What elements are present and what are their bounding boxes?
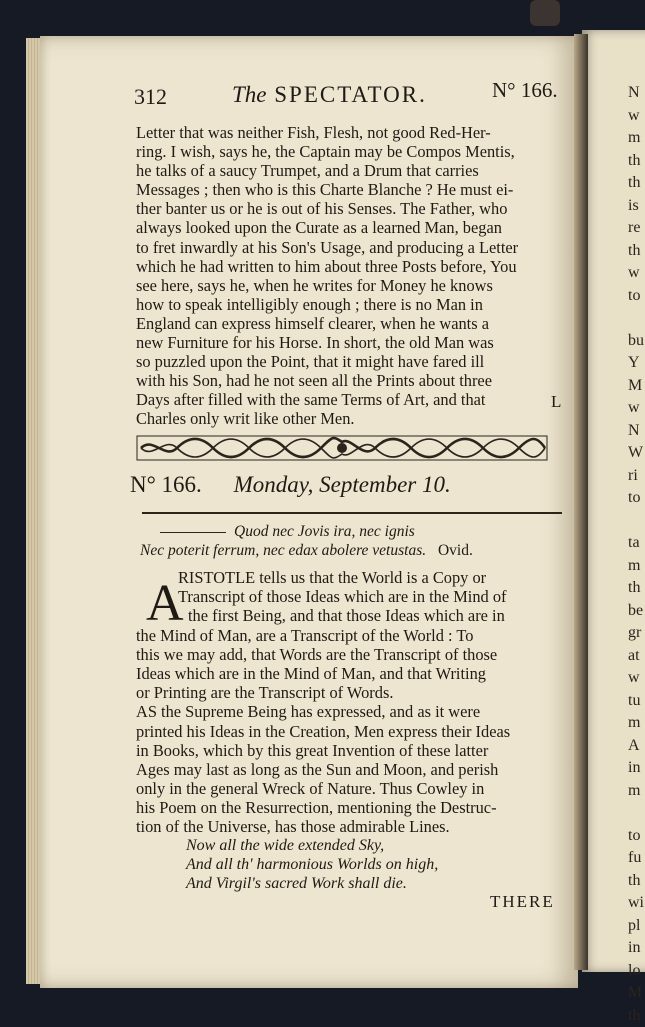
facing-line-start xyxy=(628,307,645,330)
facing-line-start: th xyxy=(628,577,645,600)
text-line: which he had written to him about three Posts before, You xyxy=(136,257,572,276)
text-line: his Poem on the Resurrection, mentioning the Destruc- xyxy=(136,798,572,817)
text-line: to fret inwardly at his Son's Usage, and producing a Letter xyxy=(136,238,572,257)
signature-letter: L xyxy=(551,392,561,412)
issue-reference: N° 166. xyxy=(492,78,558,103)
text-line: the Mind of Man, are a Transcript of the World : To xyxy=(136,626,572,645)
previous-letter-text xyxy=(136,123,572,429)
facing-line-start: in xyxy=(628,757,645,780)
text-line: Transcript of those Ideas which are in the Mind of xyxy=(136,587,572,606)
essay-text xyxy=(136,568,572,837)
motto-dash xyxy=(160,532,226,533)
facing-line-start: to xyxy=(628,487,645,510)
facing-page-text xyxy=(628,82,645,1027)
book-clasp xyxy=(530,0,560,26)
text-line: how to speak intelligibly enough ; there is no Man in xyxy=(136,295,572,314)
facing-line-start: N xyxy=(628,420,645,443)
facing-line-start: to xyxy=(628,285,645,308)
facing-line-start xyxy=(628,802,645,825)
verse-line: And Virgil's sacred Work shall die. xyxy=(186,874,546,893)
issue-number: N° 166. xyxy=(130,472,202,497)
facing-line-start: th xyxy=(628,240,645,263)
title-word: SPECTATOR. xyxy=(274,82,427,107)
text-line: England can express himself clearer, when he wants a xyxy=(136,314,572,333)
facing-line-start: w xyxy=(628,262,645,285)
catchword: THERE xyxy=(490,892,555,912)
facing-line-start: N xyxy=(628,82,645,105)
facing-line-start xyxy=(628,510,645,533)
quoted-verse xyxy=(186,836,546,893)
text-line: ther banter us or he is out of his Senses. The Father, who xyxy=(136,199,572,218)
text-line: or Printing are the Transcript of Words. xyxy=(136,683,572,702)
facing-line-start: tu xyxy=(628,690,645,713)
text-line: Letter that was neither Fish, Flesh, not good Red-Her- xyxy=(136,123,572,142)
facing-line-start: re xyxy=(628,217,645,240)
issue-date: Monday, September 10. xyxy=(234,472,451,497)
facing-line-start: w xyxy=(628,667,645,690)
facing-line-start: be xyxy=(628,600,645,623)
text-line: ring. I wish, says he, the Captain may be Compos Mentis, xyxy=(136,142,572,161)
text-line: new Furniture for his Horse. In short, the old Man was xyxy=(136,333,572,352)
facing-line-start: th xyxy=(628,150,645,173)
title-article: The xyxy=(232,82,267,107)
text-line: in Books, which by this great Invention of these latter xyxy=(136,741,572,760)
text-line: Messages ; then who is this Charte Blanche ? He must ei- xyxy=(136,180,572,199)
running-title xyxy=(232,82,427,108)
text-line: with his Son, had he not seen all the Prints about three xyxy=(136,371,572,390)
text-line: only in the general Wreck of Nature. Thus Cowley in xyxy=(136,779,572,798)
facing-line-start: m xyxy=(628,712,645,735)
facing-line-start: is xyxy=(628,195,645,218)
facing-line-start: wi xyxy=(628,892,645,915)
text-line: he talks of a saucy Trumpet, and a Drum that carries xyxy=(136,161,572,180)
latin-motto xyxy=(140,522,570,560)
text-line: printed his Ideas in the Creation, Men express their Ideas xyxy=(136,722,572,741)
text-line: Ages may last as long as the Sun and Moon, and perish xyxy=(136,760,572,779)
text-line: tion of the Universe, has those admirable Lines. xyxy=(136,817,572,836)
facing-line-start: ri xyxy=(628,465,645,488)
facing-line-start: m xyxy=(628,780,645,803)
text-line: Charles only writ like other Men. xyxy=(136,409,572,428)
facing-line-start: th xyxy=(628,172,645,195)
facing-line-start: fu xyxy=(628,847,645,870)
facing-line-start: lo xyxy=(628,960,645,983)
facing-line-start: M xyxy=(628,375,645,398)
heading-rule xyxy=(142,512,562,514)
facing-line-start: in xyxy=(628,937,645,960)
text-line: AS the Supreme Being has expressed, and as it were xyxy=(136,702,572,721)
facing-line-start: th xyxy=(628,870,645,893)
verse-line: And all th' harmonious Worlds on high, xyxy=(186,855,546,874)
verse-line: Now all the wide extended Sky, xyxy=(186,836,546,855)
facing-line-start: w xyxy=(628,105,645,128)
facing-line-start: Y xyxy=(628,352,645,375)
facing-line-start: ta xyxy=(628,532,645,555)
facing-line-start: gr xyxy=(628,622,645,645)
facing-line-start: M xyxy=(628,982,645,1005)
text-line: Days after filled with the same Terms of Art, and that xyxy=(136,390,572,409)
facing-line-start: at xyxy=(628,645,645,668)
motto-line-2: Nec poterit ferrum, nec edax abolere vetustas. Ovid. xyxy=(140,541,570,560)
facing-line-start: m xyxy=(628,555,645,578)
page-number: 312 xyxy=(134,84,167,110)
motto-attribution: Ovid. xyxy=(438,542,473,559)
drop-cap: A xyxy=(146,578,184,630)
text-line: RISTOTLE tells us that the World is a Copy or xyxy=(136,568,572,587)
text-line: always looked upon the Curate as a learned Man, began xyxy=(136,218,572,237)
text-line: so puzzled upon the Point, that it might have fared ill xyxy=(136,352,572,371)
text-line: the first Being, and that those Ideas which are in xyxy=(136,606,572,625)
facing-line-start: bu xyxy=(628,330,645,353)
facing-line-start: m xyxy=(628,127,645,150)
running-head xyxy=(134,82,564,114)
facing-line-start: A xyxy=(628,735,645,758)
facing-line-start: w xyxy=(628,397,645,420)
text-line: see here, says he, when he writes for Money he knows xyxy=(136,276,572,295)
issue-heading xyxy=(130,472,570,502)
facing-line-start: pl xyxy=(628,915,645,938)
motto-line-1: Quod nec Jovis ira, nec ignis xyxy=(140,522,570,541)
book-gutter xyxy=(574,34,588,970)
text-line: Ideas which are in the Mind of Man, and that Writing xyxy=(136,664,572,683)
text-line: this we may add, that Words are the Transcript of those xyxy=(136,645,572,664)
facing-line-start: W xyxy=(628,442,645,465)
ornamental-divider xyxy=(135,430,549,466)
facing-line-start: to xyxy=(628,825,645,848)
facing-line-start: th xyxy=(628,1005,645,1027)
